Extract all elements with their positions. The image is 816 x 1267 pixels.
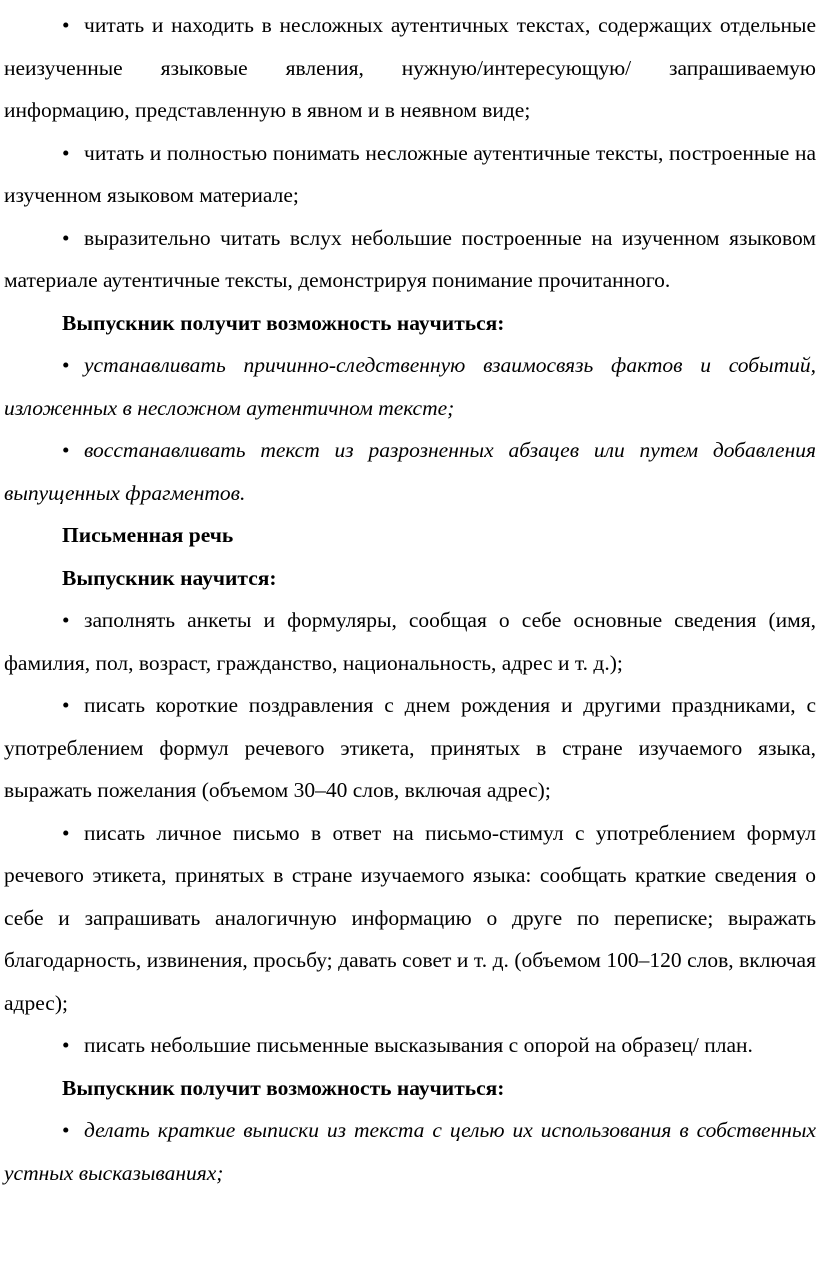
list-item-text: заполнять анкеты и формуляры, сообщая о себе основные сведения (имя, фамилия, пол, возраст, гражданство, национальность, адрес и т. д.);	[4, 608, 816, 675]
list-item-text: выразительно читать вслух небольшие построенные на изученном языковом материале аутентичные тексты, демонстрируя понимание прочитанного.	[4, 225, 816, 292]
list-item	[4, 429, 816, 514]
list-item-text: писать личное письмо в ответ на письмо-стимул с употреблением формул речевого этикета, принятых в стране изучаемого языка: сообщать краткие сведения о себе и запрашивать аналогичную информацию о друге по переписке; выражать благодарность, извинения, просьбу; давать совет и т. д. (объемом 100–120 слов, включая адрес);	[4, 820, 816, 1015]
opportunity-heading-1: Выпускник получит возможность научиться:	[62, 310, 505, 335]
list-item	[4, 1024, 816, 1067]
list-item-text: восстанавливать текст из разрозненных абзацев или путем добавления выпущенных фрагментов.	[4, 438, 816, 505]
opportunity-heading-2: Выпускник получит возможность научиться:	[62, 1075, 505, 1100]
list-item-text: читать и находить в несложных аутентичных текстах, содержащих отдельные неизученные языковые явления, нужную/интересующую/ запрашиваемую информацию, представленную в явном и в неявном виде;	[4, 13, 816, 122]
list-item	[4, 4, 816, 132]
list-item	[4, 1109, 816, 1194]
list-item	[4, 344, 816, 429]
bullet-icon: •	[62, 820, 70, 845]
bullet-icon: •	[62, 225, 70, 250]
list-item-text: устанавливать причинно-следственную взаимосвязь фактов и событий, изложенных в несложном аутентичном тексте;	[4, 353, 816, 420]
bullet-icon: •	[62, 1033, 70, 1057]
document-page	[4, 4, 816, 1194]
bullet-icon: •	[62, 608, 70, 632]
section-title: Письменная речь	[62, 523, 234, 547]
bullet-icon: •	[62, 693, 70, 717]
list-item	[4, 812, 816, 1025]
bullet-icon: •	[62, 140, 70, 165]
list-item	[4, 217, 816, 302]
list-item-text: делать краткие выписки из текста с целью их использования в собственных устных высказываниях;	[4, 1118, 816, 1185]
bullet-icon: •	[62, 13, 70, 37]
list-item-text: читать и полностью понимать несложные аутентичные тексты, построенные на изученном языковом материале;	[4, 140, 816, 207]
list-item	[4, 599, 816, 684]
bullet-icon: •	[62, 353, 70, 377]
learn-heading: Выпускник научится:	[62, 565, 277, 590]
list-item	[4, 132, 816, 217]
list-item-text: писать небольшие письменные высказывания с опорой на образец/ план.	[84, 1033, 753, 1057]
bullet-icon: •	[62, 438, 70, 462]
list-item-text: писать короткие поздравления с днем рождения и другими праздниками, с употреблением формул речевого этикета, принятых в стране изучаемого языка, выражать пожелания (объемом 30–40 слов, включая адрес);	[4, 693, 816, 802]
list-item	[4, 684, 816, 812]
bullet-icon: •	[62, 1118, 70, 1142]
